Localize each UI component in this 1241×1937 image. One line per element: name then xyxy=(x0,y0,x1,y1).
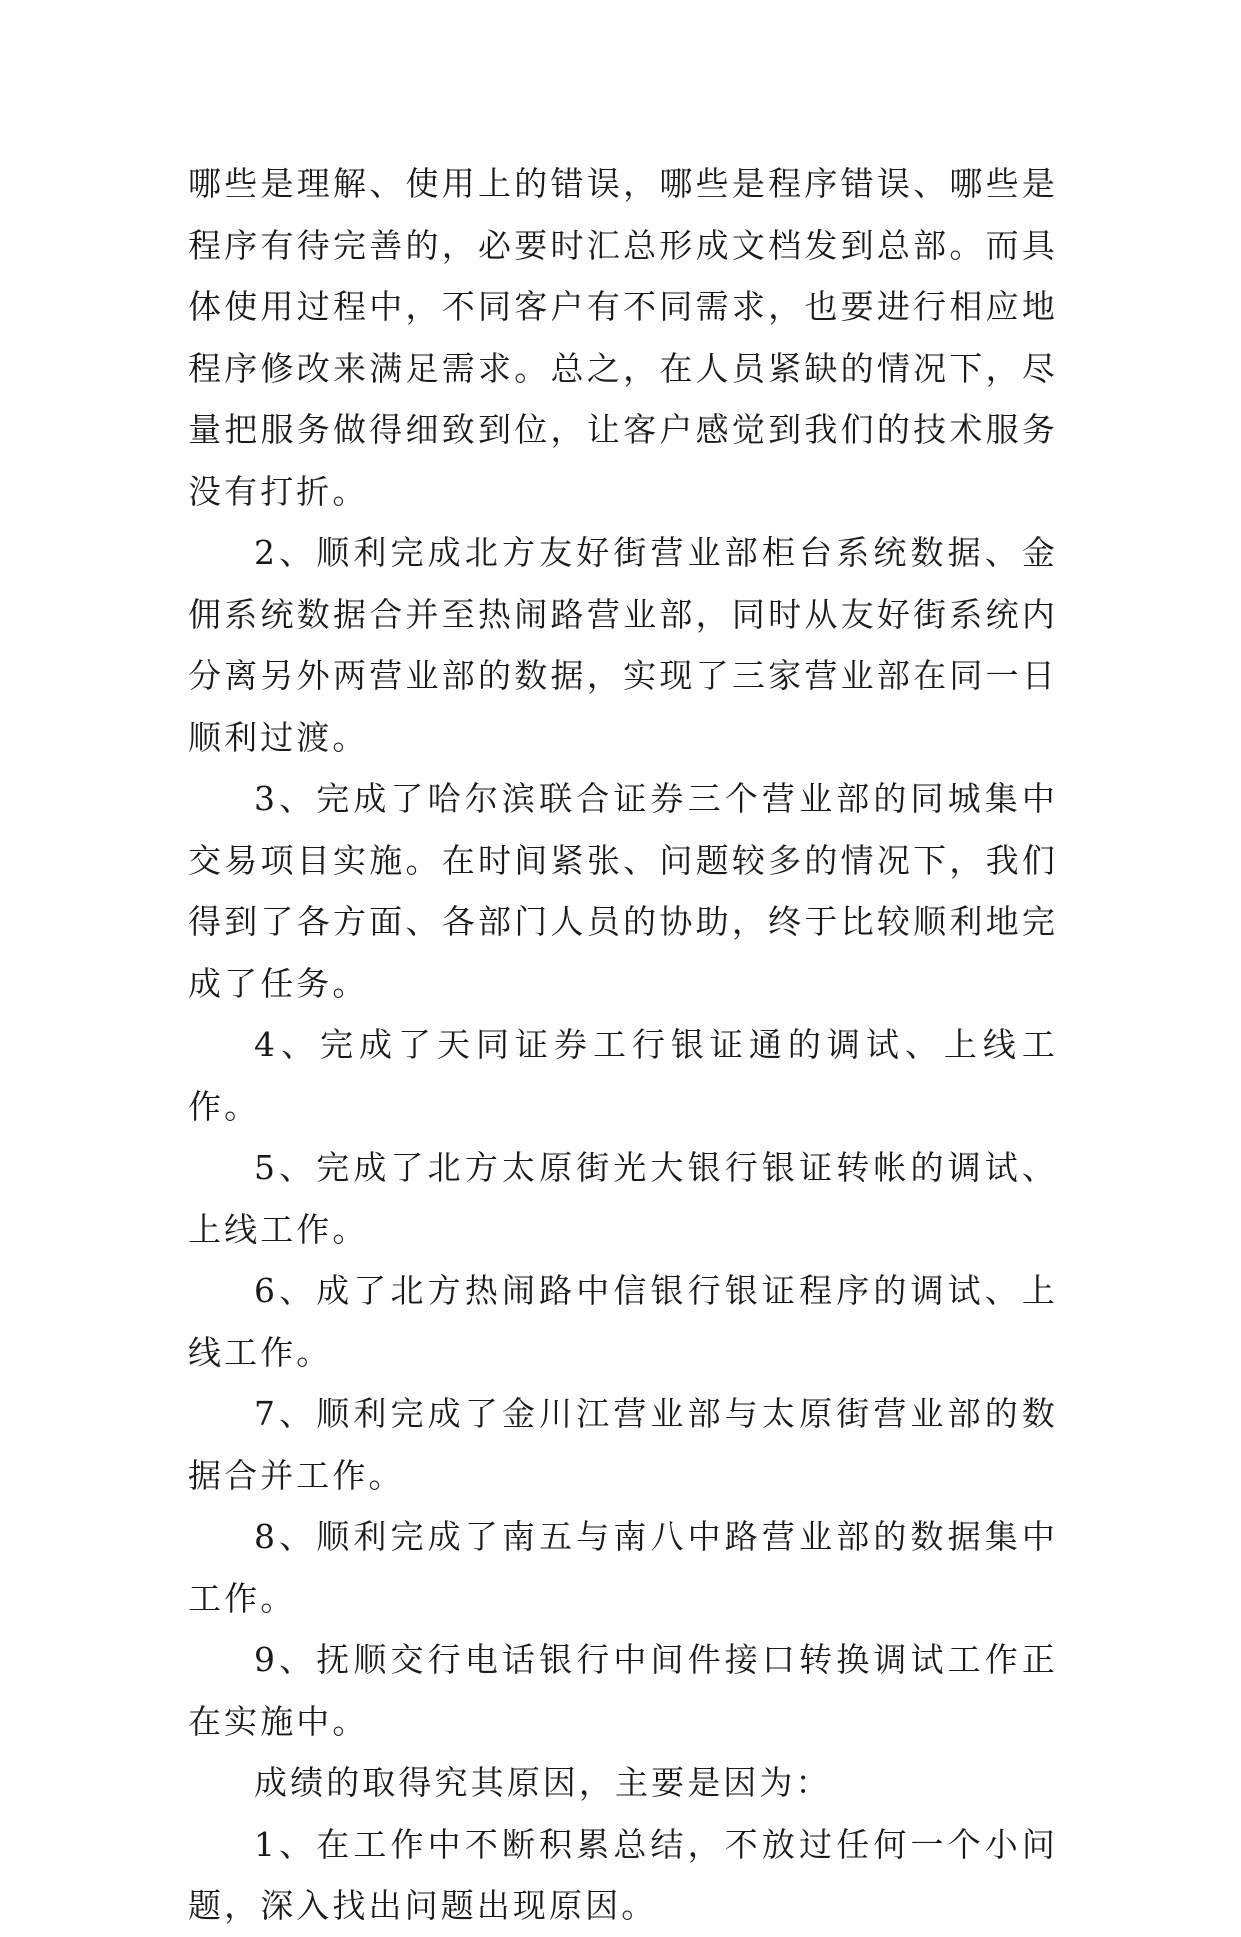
paragraph-item-8: 8、顺利完成了南五与南八中路营业部的数据集中工作。 xyxy=(188,1517,1058,1618)
document-body xyxy=(188,153,1058,1937)
paragraph-continuation: 哪些是理解、使用上的错误，哪些是程序错误、哪些是程序有待完善的，必要时汇总形成文档发到总部。而具体使用过程中，不同客户有不同需求，也要进行相应地程序修改来满足需求。总之，在人员紧缺的情况下，尽量把服务做得细致到位，让客户感觉到我们的技术服务没有打折。 xyxy=(188,164,1058,511)
paragraph-reason-1: 1、在工作中不断积累总结，不放过任何一个小问题，深入找出问题出现原因。 xyxy=(188,1824,1058,1925)
paragraph-item-5: 5、完成了北方太原街光大银行银证转帐的调试、上线工作。 xyxy=(188,1148,1058,1249)
paragraph-item-7: 7、顺利完成了金川江营业部与太原街营业部的数据合并工作。 xyxy=(188,1394,1058,1495)
paragraph-item-2: 2、顺利完成北方友好街营业部柜台系统数据、金佣系统数据合并至热闹路营业部，同时从友好街系统内分离另外两营业部的数据，实现了三家营业部在同一日顺利过渡。 xyxy=(188,533,1058,757)
paragraph-item-3: 3、完成了哈尔滨联合证券三个营业部的同城集中交易项目实施。在时间紧张、问题较多的情况下，我们得到了各方面、各部门人员的协助，终于比较顺利地完成了任务。 xyxy=(188,779,1058,1003)
paragraph-item-9: 9、抚顺交行电话银行中间件接口转换调试工作正在实施中。 xyxy=(188,1640,1058,1741)
paragraph-reasons-intro: 成绩的取得究其原因，主要是因为： xyxy=(254,1763,832,1802)
paragraph-item-4: 4、完成了天同证券工行银证通的调试、上线工作。 xyxy=(188,1025,1058,1126)
paragraph-item-6: 6、成了北方热闹路中信银行银证程序的调试、上线工作。 xyxy=(188,1271,1058,1372)
